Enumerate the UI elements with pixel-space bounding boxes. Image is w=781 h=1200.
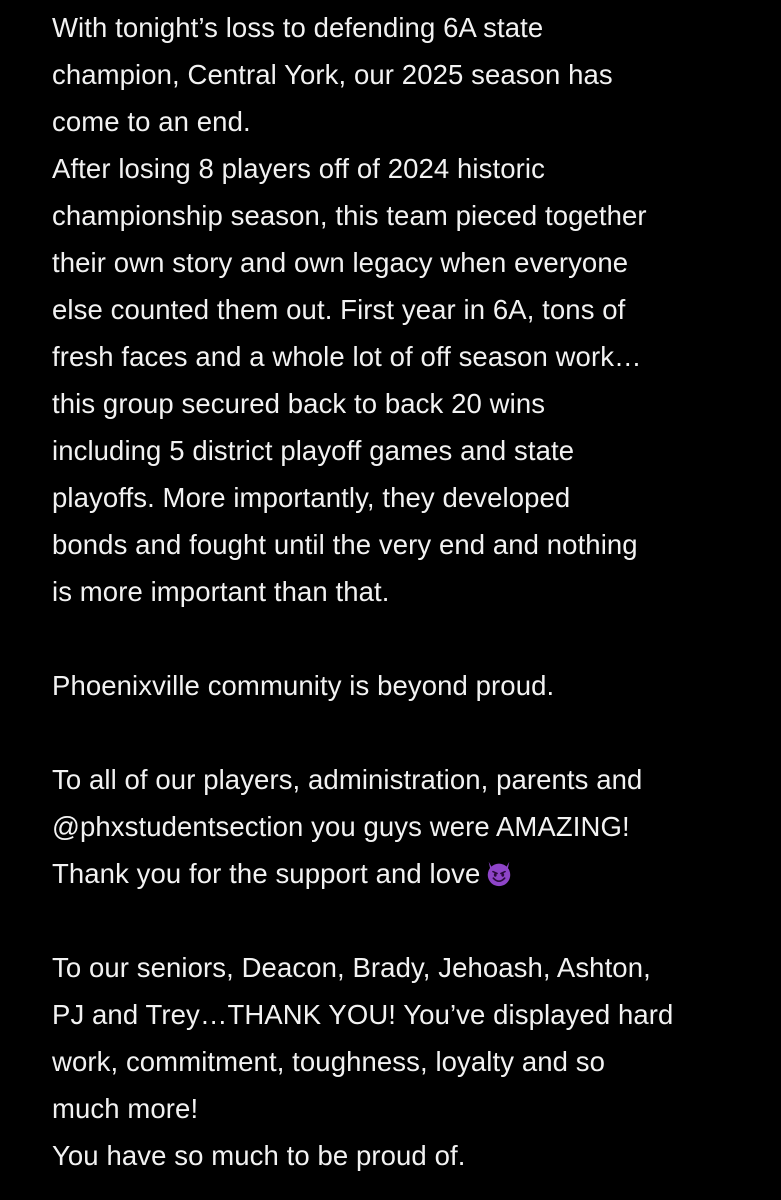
text-line: After losing 8 players off of 2024 historic <box>52 153 545 184</box>
text-line: Phoenixville community is beyond proud. <box>52 670 555 701</box>
text-line: their own story and own legacy when everyone <box>52 247 629 278</box>
text-line: bonds and fought until the very end and nothing <box>52 529 638 560</box>
smiling-devil-emoji-icon <box>484 858 514 888</box>
text-line: You have so much to be proud of. <box>52 1140 466 1171</box>
text-line: To our seniors, Deacon, Brady, Jehoash, Ashton, <box>52 952 651 983</box>
text-line: fresh faces and a whole lot of off season work… <box>52 341 642 372</box>
paragraph-season-recap <box>52 4 772 615</box>
text-line: PJ and Trey…THANK YOU! You’ve displayed hard <box>52 999 674 1030</box>
paragraph-thanks <box>52 756 772 897</box>
text-line: Thank you for the support and love <box>52 858 481 889</box>
text-line-with-emoji <box>52 850 772 897</box>
note-body <box>52 4 772 1179</box>
text-line: To all of our players, administration, parents and <box>52 764 643 795</box>
text-line: much more! <box>52 1093 199 1124</box>
text-line: else counted them out. First year in 6A, tons of <box>52 294 626 325</box>
text-line: championship season, this team pieced together <box>52 200 647 231</box>
text-line: With tonight’s loss to defending 6A state <box>52 12 544 43</box>
text-line: @phxstudentsection you guys were AMAZING! <box>52 811 630 842</box>
text-line: including 5 district playoff games and state <box>52 435 575 466</box>
text-line: come to an end. <box>52 106 251 137</box>
text-line: champion, Central York, our 2025 season has <box>52 59 613 90</box>
paragraph-community <box>52 662 772 709</box>
text-line: work, commitment, toughness, loyalty and so <box>52 1046 606 1077</box>
paragraph-seniors <box>52 944 772 1179</box>
text-line: playoffs. More importantly, they developed <box>52 482 571 513</box>
text-line: this group secured back to back 20 wins <box>52 388 546 419</box>
text-line: is more important than that. <box>52 576 390 607</box>
